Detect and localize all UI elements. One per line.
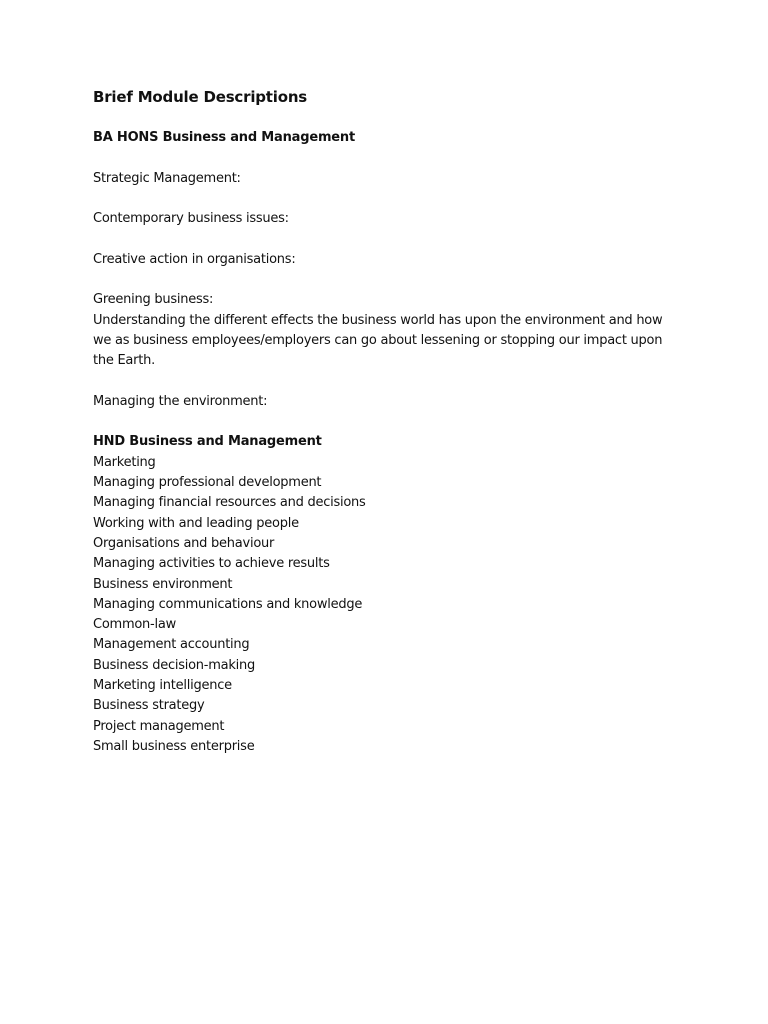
list-item: Business decision-making <box>93 657 255 673</box>
greening-description-line-2: we as business employees/employers can go about lessening or stopping our impact upon <box>93 332 663 348</box>
module-managing-environment: Managing the environment: <box>93 393 268 409</box>
document-page <box>93 86 693 757</box>
hnd-module-list <box>93 453 693 757</box>
spacer <box>93 270 693 290</box>
list-item: Marketing intelligence <box>93 678 232 694</box>
list-item: Organisations and behaviour <box>93 535 275 551</box>
module-greening-business: Greening business: <box>93 292 214 308</box>
list-item: Managing professional development <box>93 475 322 491</box>
list-item: Marketing <box>93 454 156 470</box>
spacer <box>93 229 693 249</box>
list-item: Managing activities to achieve results <box>93 556 330 572</box>
ba-section-heading: BA HONS Business and Management <box>93 130 355 145</box>
spacer <box>93 148 693 168</box>
spacer <box>93 412 693 432</box>
module-creative-action: Creative action in organisations: <box>93 251 296 267</box>
spacer <box>93 372 693 392</box>
list-item: Project management <box>93 718 225 734</box>
list-item: Business strategy <box>93 698 205 714</box>
list-item: Managing communications and knowledge <box>93 596 363 612</box>
list-item: Management accounting <box>93 637 250 653</box>
greening-description-line-3: the Earth. <box>93 353 155 369</box>
list-item: Small business enterprise <box>93 738 255 754</box>
module-contemporary-business-issues: Contemporary business issues: <box>93 211 289 227</box>
list-item: Business environment <box>93 576 233 592</box>
spacer <box>93 189 693 209</box>
list-item: Managing financial resources and decisions <box>93 495 366 511</box>
document-title: Brief Module Descriptions <box>93 88 308 106</box>
list-item: Common-law <box>93 617 176 633</box>
spacer <box>93 108 693 128</box>
greening-description-line-1: Understanding the different effects the business world has upon the environment and how <box>93 312 663 328</box>
module-strategic-management: Strategic Management: <box>93 170 241 186</box>
hnd-section-heading: HND Business and Management <box>93 434 322 450</box>
list-item: Working with and leading people <box>93 515 299 531</box>
